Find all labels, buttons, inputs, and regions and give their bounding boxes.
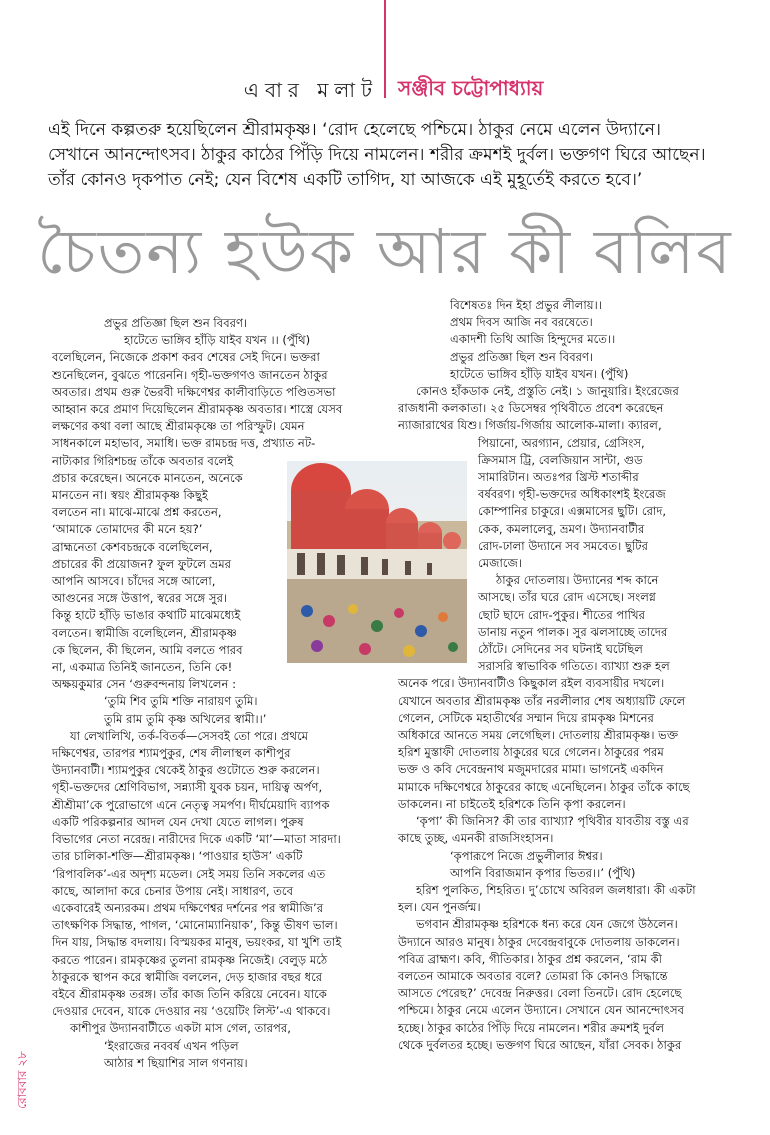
verse-line: ‘তুমি শিব তুমি শক্তি নারায়ণ তুমি। <box>104 694 258 709</box>
body-line: গৃহী-ভক্তদের শ্রেণিবিভাগ, সন্ন্যাসী যুবক চয়ন, দায়িত্ব অর্পণ, <box>52 780 323 795</box>
body-line: নাট্যকার গিরিশচন্দ্র তাঁকে অবতার বলেই <box>52 453 234 468</box>
body-line: হরিশ পুলকিত, শিহরিত। দু’চোখে অবিরল জলধারা। কী একটা <box>416 882 696 897</box>
body-line: কে ছিলেন, কী ছিলেন, আমি বলতে পারব <box>52 642 243 657</box>
body-line: সরাসরি স্বাভাবিক গতিতে। ব্যাখ্যা শুরু হল <box>478 659 670 674</box>
verse-line: প্রভুর প্রতিজ্ঞা ছিল শুন বিবরণ। <box>450 349 594 364</box>
body-line: অবতার। প্রথম গুরু ভৈরবী দক্ষিণেশ্বর কালীবাড়িতে পণ্ডিতসভা <box>52 384 336 399</box>
body-line: তার চালিকা-শক্তি—শ্রীরামকৃষ্ণ। ‘পাওয়ার হাউস’ একটি <box>52 849 303 864</box>
verse-line: প্রভুর প্রতিজ্ঞা ছিল শুন বিবরণ। <box>104 316 248 330</box>
body-line: কাশীপুর উদ্যানবাটীতে একটা মাস গেল, তারপর, <box>70 1021 291 1036</box>
body-line: অনেক পরে। উদ্যানবাটীও কিছুকাল রইল ব্যবসায়ীর দখলে। <box>398 676 665 691</box>
body-line: ঠোঁটে। সেদিনের সব ঘটনাই ঘটেছিল <box>478 642 643 657</box>
body-line: রোদ-ঢালা উদ্যানে সব সমবেত। ছুটির <box>478 538 649 553</box>
body-line: হচ্ছে। ঠাকুর কাঠের পিঁড়ি দিয়ে নামলেন। শরীর ক্রমশই দুর্বল <box>398 1020 665 1035</box>
body-line: ক্রিসমাস ট্রি, বেলজিয়ান সান্টা, গুড <box>478 452 643 467</box>
body-line: ‘আমাকে তোমাদের কী মনে হয়?’ <box>52 522 203 537</box>
body-line: মামাকে দক্ষিণেশ্বরে ঠাকুরের কাছে এনেছিলেন। ঠাকুর তাঁকে কাছে <box>398 779 690 794</box>
verse-line: হাটেতে ভাঙ্গিব হাঁড়ি যাইব যখন। (পুঁথি) <box>450 366 629 381</box>
body-line: রাজধানী কলকাতা। ২৫ ডিসেম্বর পৃথিবীতে প্রবেশ করেছেন <box>398 401 664 416</box>
body-line: পিয়ানো, অরগ্যান, প্রেয়ার, গ্রেসিংস, <box>478 435 645 450</box>
body-line: একটি পরিকল্পনার আদল যেন দেখা যেতে লাগল। পুরুষ <box>52 814 304 829</box>
body-line: মানতেন না। স্বয়ং শ্রীরামকৃষ্ণ কিছুই <box>52 488 208 503</box>
body-line: ভগবান শ্রীরামকৃষ্ণ হরিশকে ধন্য করে যেন জেগে উঠলেন। <box>416 917 678 932</box>
body-line: তাৎক্ষণিক সিদ্ধান্ত, পাগল, ‘মোনোম্যানিয়াক’, কিন্তু ভীষণ ভাল। <box>52 918 338 933</box>
body-line: ‘কৃপা’ কী জিনিস? কী তার ব্যাখ্যা? পৃথিবীর যাবতীয় বস্তু এর <box>416 814 689 829</box>
body-line: সাধনকালে মহাভাব, সমাধি। ভক্ত রামচন্দ্র দত্ত, প্রখ্যাত নট- <box>52 436 316 451</box>
body-line: ‘রিপাবলিক’-এর অদৃশ্য মডেল। সেই সময় তিনি সকলের এত <box>52 866 326 881</box>
intro-line: তাঁর কোনও দৃকপাত নেই; যেন বিশেষ একটি তাগিদ, যা আজকে এই মুহূর্তেই করতে হবে।’ <box>48 170 643 190</box>
body-line: ডাকলেন। না চাইতেই হরিশকে তিনি কৃপা করলেন। <box>398 796 626 811</box>
author-name: সঞ্জীব চট্টোপাধ্যায় <box>398 76 544 100</box>
body-line: অধিকারে আনতে সময় লেগেছিল। দোতলায় শ্রীরামকৃষ্ণ। ভক্ত <box>398 728 679 743</box>
verse-line: একাদশী তিথি আজি হিন্দুদের মতে।। <box>450 332 616 347</box>
intro-line: সেখানে আনন্দোৎসব। ঠাকুর কাঠের পিঁড়ি দিয়ে নামলেন। শরীর ক্রমশই দুর্বল। ভক্তগণ ঘিরে আছেন। <box>48 145 706 165</box>
body-line: বইবে শ্রীরামকৃষ্ণ তরঙ্গ। তাঁর কাজ তিনি করিয়ে নেবেন। যাকে <box>52 986 327 1001</box>
verse-line: আঠার শ ছিয়াশির সাল গণনায়। <box>104 1055 248 1070</box>
body-line: লক্ষণের কথা বলা আছে শ্রীরামকৃষ্ণে তা পরিস্ফুট। যেমন <box>52 419 305 434</box>
body-line: কাছে, আলাদা করে চেনার উপায় নেই। সাধারণ, তবে <box>52 883 294 898</box>
body-line: কোনও হাঁকডাক নেই, প্রস্তুতি নেই। ১ জানুয়ারি। ইংরেজের <box>416 384 679 399</box>
body-line: অক্ষয়কুমার সেন ‘গুরুবন্দনায় লিখলেন : <box>52 677 236 692</box>
folio-text: রোববার ২৮ <box>15 1051 29 1109</box>
body-line: প্রচার করেছেন। অনেকে মানতেন, অনেকে <box>52 470 243 485</box>
body-line: দেওয়ার দেবেন, যাকে দেওয়ার নয় ‘ওয়েটিং লিস্ট’-এ থাকবে। <box>52 1004 331 1019</box>
body-line: কোম্পানির চাকুরে। এক্সমাসের ছুটি। রোদ, <box>478 504 667 519</box>
verse-line: ‘কৃপারূপে নিজে প্রভুলীলার ঈশ্বর। <box>450 848 603 863</box>
body-line: বিভাগের নেতা নরেন্দ্র। নারীদের দিকে একটি ‘মা’—মাতা সারদা। <box>52 832 341 847</box>
body-line: আপনি আসবে। চাঁদের সঙ্গে আলো, <box>52 574 216 589</box>
series-label: এবার মলাট <box>243 78 378 102</box>
verse-line: ‘ইংরাজের নববর্ষ এখন পড়িল <box>104 1038 239 1053</box>
body-line: ন্যাজারাথের যিশু। গির্জায়-গির্জায় আলোক-মালা। ক্যারল, <box>398 418 662 433</box>
body-line: উদ্যানবাটী। শ্যামপুকুর থেকেই ঠাকুর গুটোতে শুরু করলেন। <box>52 763 320 778</box>
body-line: করতে পারেন। রামকৃষ্ণের তুলনা রামকৃষ্ণ নিজেই। বেলুড় মঠে <box>52 952 328 967</box>
body-line: ব্রাহ্মনেতা কেশবচন্দ্রকে বলেছিলেন, <box>52 539 213 554</box>
body-line: হরিশ মুস্তাফী দোতলায় ঠাকুরের ঘরে গেলেন। ঠাকুরের পরম <box>398 745 664 760</box>
intro-standfirst <box>48 118 738 193</box>
header <box>0 72 770 102</box>
body-line: দক্ষিণেশ্বর, তারপর শ্যামপুকুর, শেষ লীলাস্থল কাশীপুর <box>52 746 291 761</box>
article-title: চৈতন্য হউক আর কী বলিব <box>37 215 733 288</box>
verse-line: আপনি বিরাজমান কৃপার ভিতর।।’ (পুঁথি) <box>450 865 636 880</box>
body-line: দিন যায়, সিদ্ধান্ত বদলায়। বিস্ময়কর মানুষ, ভয়ংকর, যা খুশি তাই <box>52 935 342 950</box>
body-line: কাছে তুচ্ছ, এমনকী রাজসিংহাসন। <box>398 831 554 846</box>
body-line: বর্ষবরণ। গৃহী-ভক্তদের অধিকাংশই ইংরেজ <box>478 487 666 502</box>
body-line: না, একমাত্র তিনিই জানতেন, তিনি কে! <box>52 660 233 675</box>
page-folio <box>14 1035 34 1125</box>
verse-line: প্রথম দিবস আজি নব বরষেতে। <box>450 315 593 330</box>
body-line: আগুনের সঙ্গে উত্তাপ, স্বরের সঙ্গে সুর। <box>52 591 228 606</box>
verse-line: তুমি রাম তুমি কৃষ্ণ অখিলের স্বামী।।’ <box>104 711 267 726</box>
body-line: প্রচারের কী প্রয়োজন? ফুল ফুটলে ভ্রমর <box>52 556 232 571</box>
body-line: বলতেন আমাকে অবতার বলে? তোমরা কি কোনও সিদ্ধান্তে <box>398 968 668 983</box>
body-line: কিন্তু হাটে হাঁড়ি ভাঙার কথাটি মাঝেমধ্যেই <box>52 608 241 623</box>
left-column <box>52 315 387 1072</box>
body-line: গেলেন, সেটিকে মহাতীর্থের সম্মান দিয়ে রামকৃষ্ণ মিশনের <box>398 710 654 725</box>
body-line: মেজাজে। <box>478 556 523 571</box>
body-line: আহ্বান করে প্রমাণ দিয়েছিলেন শ্রীরামকৃষ্ণ অবতার। শাস্ত্রে যেসব <box>52 402 343 417</box>
body-line: যেখানে অবতার শ্রীরামকৃষ্ণ তাঁর নরলীলার শেষ অধ্যায়টি ফেলে <box>398 693 686 708</box>
body-line: থেকে দুর্বলতর হচ্ছে। ভক্তগণ ঘিরে আছেন, যাঁরা সেবক। ঠাকুর <box>398 1037 682 1052</box>
intro-line: এই দিনে কল্পতরু হয়েছিলেন শ্রীরামকৃষ্ণ। ‘রোদ হেলেছে পশ্চিমে। ঠাকুর নেমে এলেন উদ্যানে। <box>48 120 662 140</box>
body-line: শ্রীশ্রীমা’কে পুরোভাগে এনে নেতৃত্ব সমর্পণ। দীর্ঘমেয়াদি ব্যাপক <box>52 797 330 812</box>
body-line: হল। যেন পুনর্জন্ম। <box>398 900 481 915</box>
body-line: ডানায় নতুন পালক। সুর ঝলসাচ্ছে তাদের <box>478 624 668 639</box>
body-line: আসতে পেরেছ?’ দেবেন্দ্র নিরুত্তর। বেলা তিনটে। রোদ হেলেছে <box>398 986 682 1001</box>
body-line: ঠাকুর দোতলায়। উদ্যানের শব্দ কানে <box>496 573 659 588</box>
body-line: কেক, কমলালেবু, ভ্রমণ। উদ্যানবাটীর <box>478 521 645 536</box>
body-line: বলতেন। স্বামীজি বলেছিলেন, শ্রীরামকৃষ্ণ <box>52 625 237 640</box>
verse-line: বিশেষতঃ দিন ইহা প্রভুর লীলায়।। <box>450 298 602 312</box>
right-column <box>398 297 726 1054</box>
body-line: একেবারেই অন্যরকম। প্রথম দক্ষিণেশ্বর দর্শনের পর স্বামীজি’র <box>52 900 324 915</box>
verse-line: হাটেতে ভাঙ্গিব হাঁড়ি যাইব যখন ।। (পুঁথি) <box>124 333 311 348</box>
body-line: ছোট ছাদে রোদ-পুকুর। শীতের পাখির <box>478 607 645 622</box>
body-line: পশ্চিমে। ঠাকুর নেমে এলেন উদ্যানে। সেখানে যেন আনন্দোৎসব <box>398 1003 685 1018</box>
body-line: ঠাকুরকে স্থাপন করে স্বামীজি বললেন, দেড় হাজার বছর ধরে <box>52 969 323 984</box>
body-line: ভক্ত ও কবি দেবেন্দ্রনাথ মজুমদারের মামা। ভাগনেই একদিন <box>398 762 664 777</box>
body-line: পবিত্র ব্রাহ্মণ। কবি, গীতিকার। ঠাকুর প্রশ্ন করলেন, ‘রাম কী <box>398 951 663 966</box>
body-line: যা লেখালিখি, তর্ক-বিতর্ক—সেসবই তো পরে। প্রথমে <box>70 728 309 743</box>
body-line: সামারিটান। অতঃপর খ্রিস্ট শতাব্দীর <box>478 470 639 485</box>
body-line: বলতেন না। মাঝে-মাঝে প্রশ্ন করতেন, <box>52 505 222 520</box>
body-line: উদ্যানে আরও মানুষ। ঠাকুর দেবেন্দ্রবাবুকে দোতলায় ডাকলেন। <box>398 934 680 949</box>
body-line: আসছে। তাঁর ঘরে রোদ এসেছে। সংলগ্ন <box>478 590 656 605</box>
body-line: বলেছিলেন, নিজেকে প্রকাশ করব শেষের সেই দিনে। ভক্তরা <box>52 350 320 365</box>
body-line: শুনেছিলেন, বুঝতে পারেননি। গৃহী-ভক্তগণও জানতেন ঠাকুর <box>52 367 328 382</box>
